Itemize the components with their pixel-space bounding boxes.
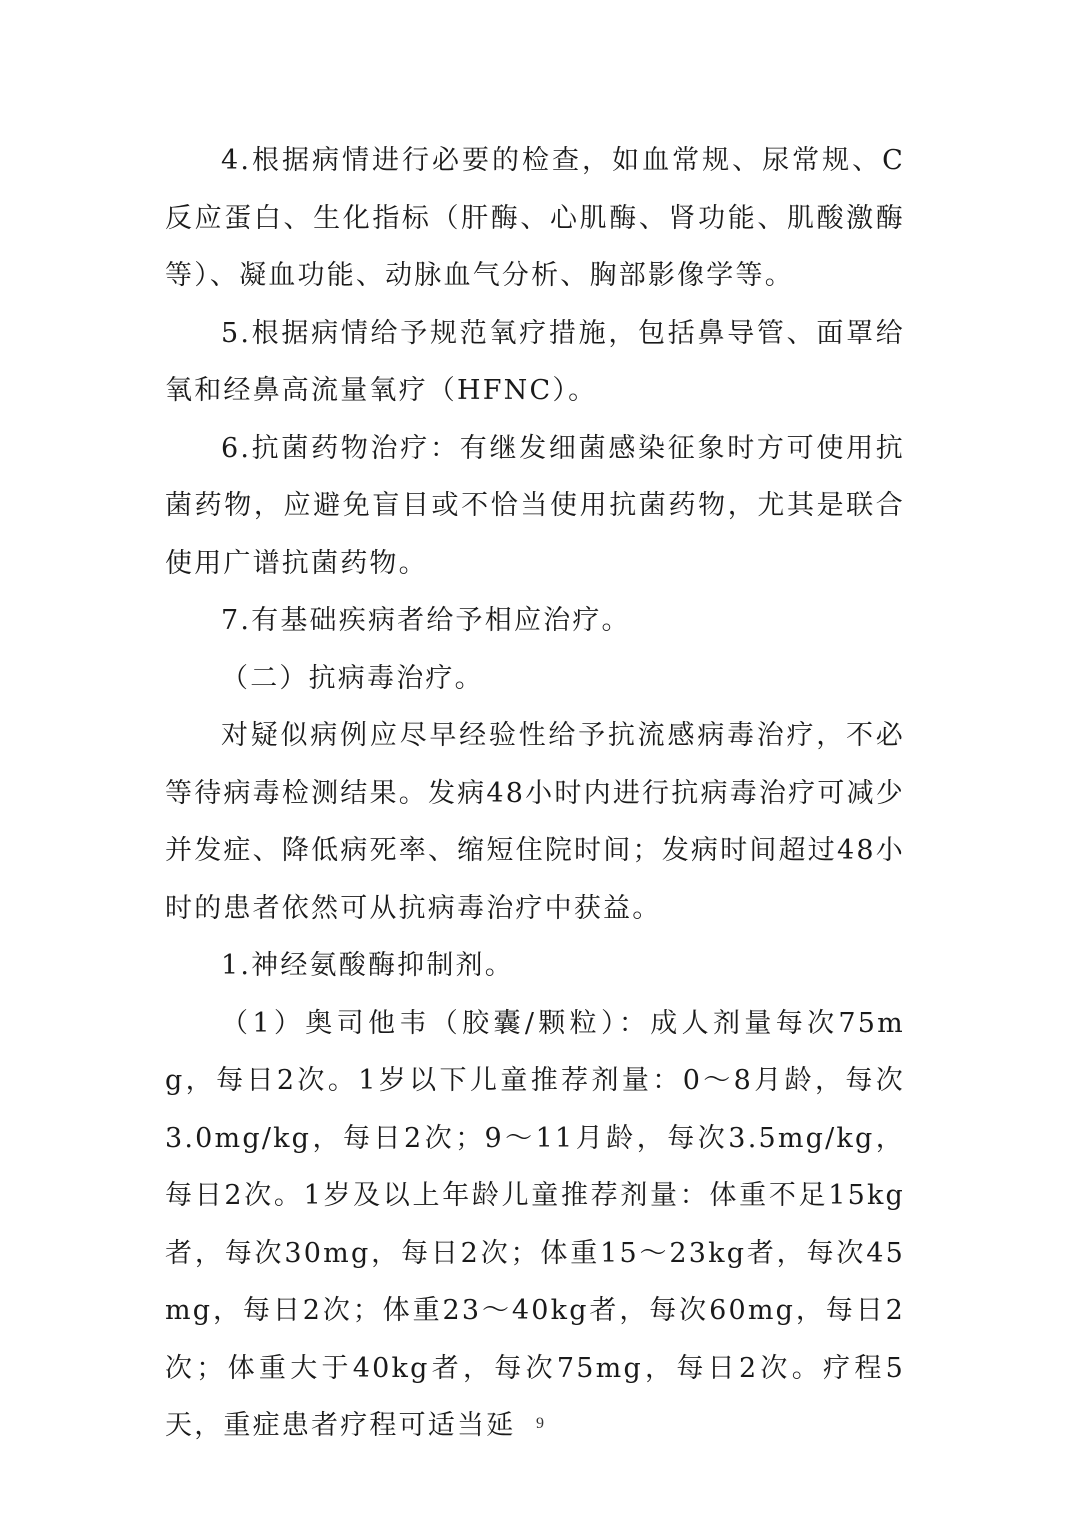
paragraph-antibacterial: 6.抗菌药物治疗：有继发细菌感染征象时方可使用抗菌药物，应避免盲目或不恰当使用抗菌药物，尤其是联合使用广谱抗菌药物。 — [165, 432, 905, 579]
paragraph-underlying-disease: 7.有基础疾病者给予相应治疗。 — [221, 605, 631, 636]
paragraph-oseltamivir: （1）奥司他韦（胶囊/颗粒）：成人剂量每次75mg，每日2次。1岁以下儿童推荐剂量：0～8月龄，每次3.0mg/kg，每日2次；9～11月龄，每次3.5mg/kg，每日2次。1岁及以上年龄儿童推荐剂量：体重不足15kg者，每次30mg，每日2次；体重15～23kg者，每次45mg，每日2次；体重23～40kg者，每次60mg，每日2次；体重大于40kg者，每次75mg，每日2次。疗程5天，重症患者疗程可适当延 — [165, 1007, 905, 1441]
subheading-neuraminidase: 1.神经氨酸酶抑制剂。 — [221, 950, 514, 981]
page-number: 9 — [536, 1415, 544, 1432]
paragraph-antiviral-intro: 对疑似病例应尽早经验性给予抗流感病毒治疗，不必等待病毒检测结果。发病48小时内进行抗病毒治疗可减少并发症、降低病死率、缩短住院时间；发病时间超过48小时的患者依然可从抗病毒治疗中获益。 — [165, 720, 905, 924]
document-body — [165, 132, 905, 1455]
paragraph-oxygen-therapy: 5.根据病情给予规范氧疗措施，包括鼻导管、面罩给氧和经鼻高流量氧疗（HFNC）。 — [165, 317, 905, 406]
paragraph-examinations: 4.根据病情进行必要的检查，如血常规、尿常规、C反应蛋白、生化指标（肝酶、心肌酶、肾功能、肌酸激酶等）、凝血功能、动脉血气分析、胸部影像学等。 — [165, 145, 905, 291]
section-heading-antiviral: （二）抗病毒治疗。 — [221, 662, 484, 694]
